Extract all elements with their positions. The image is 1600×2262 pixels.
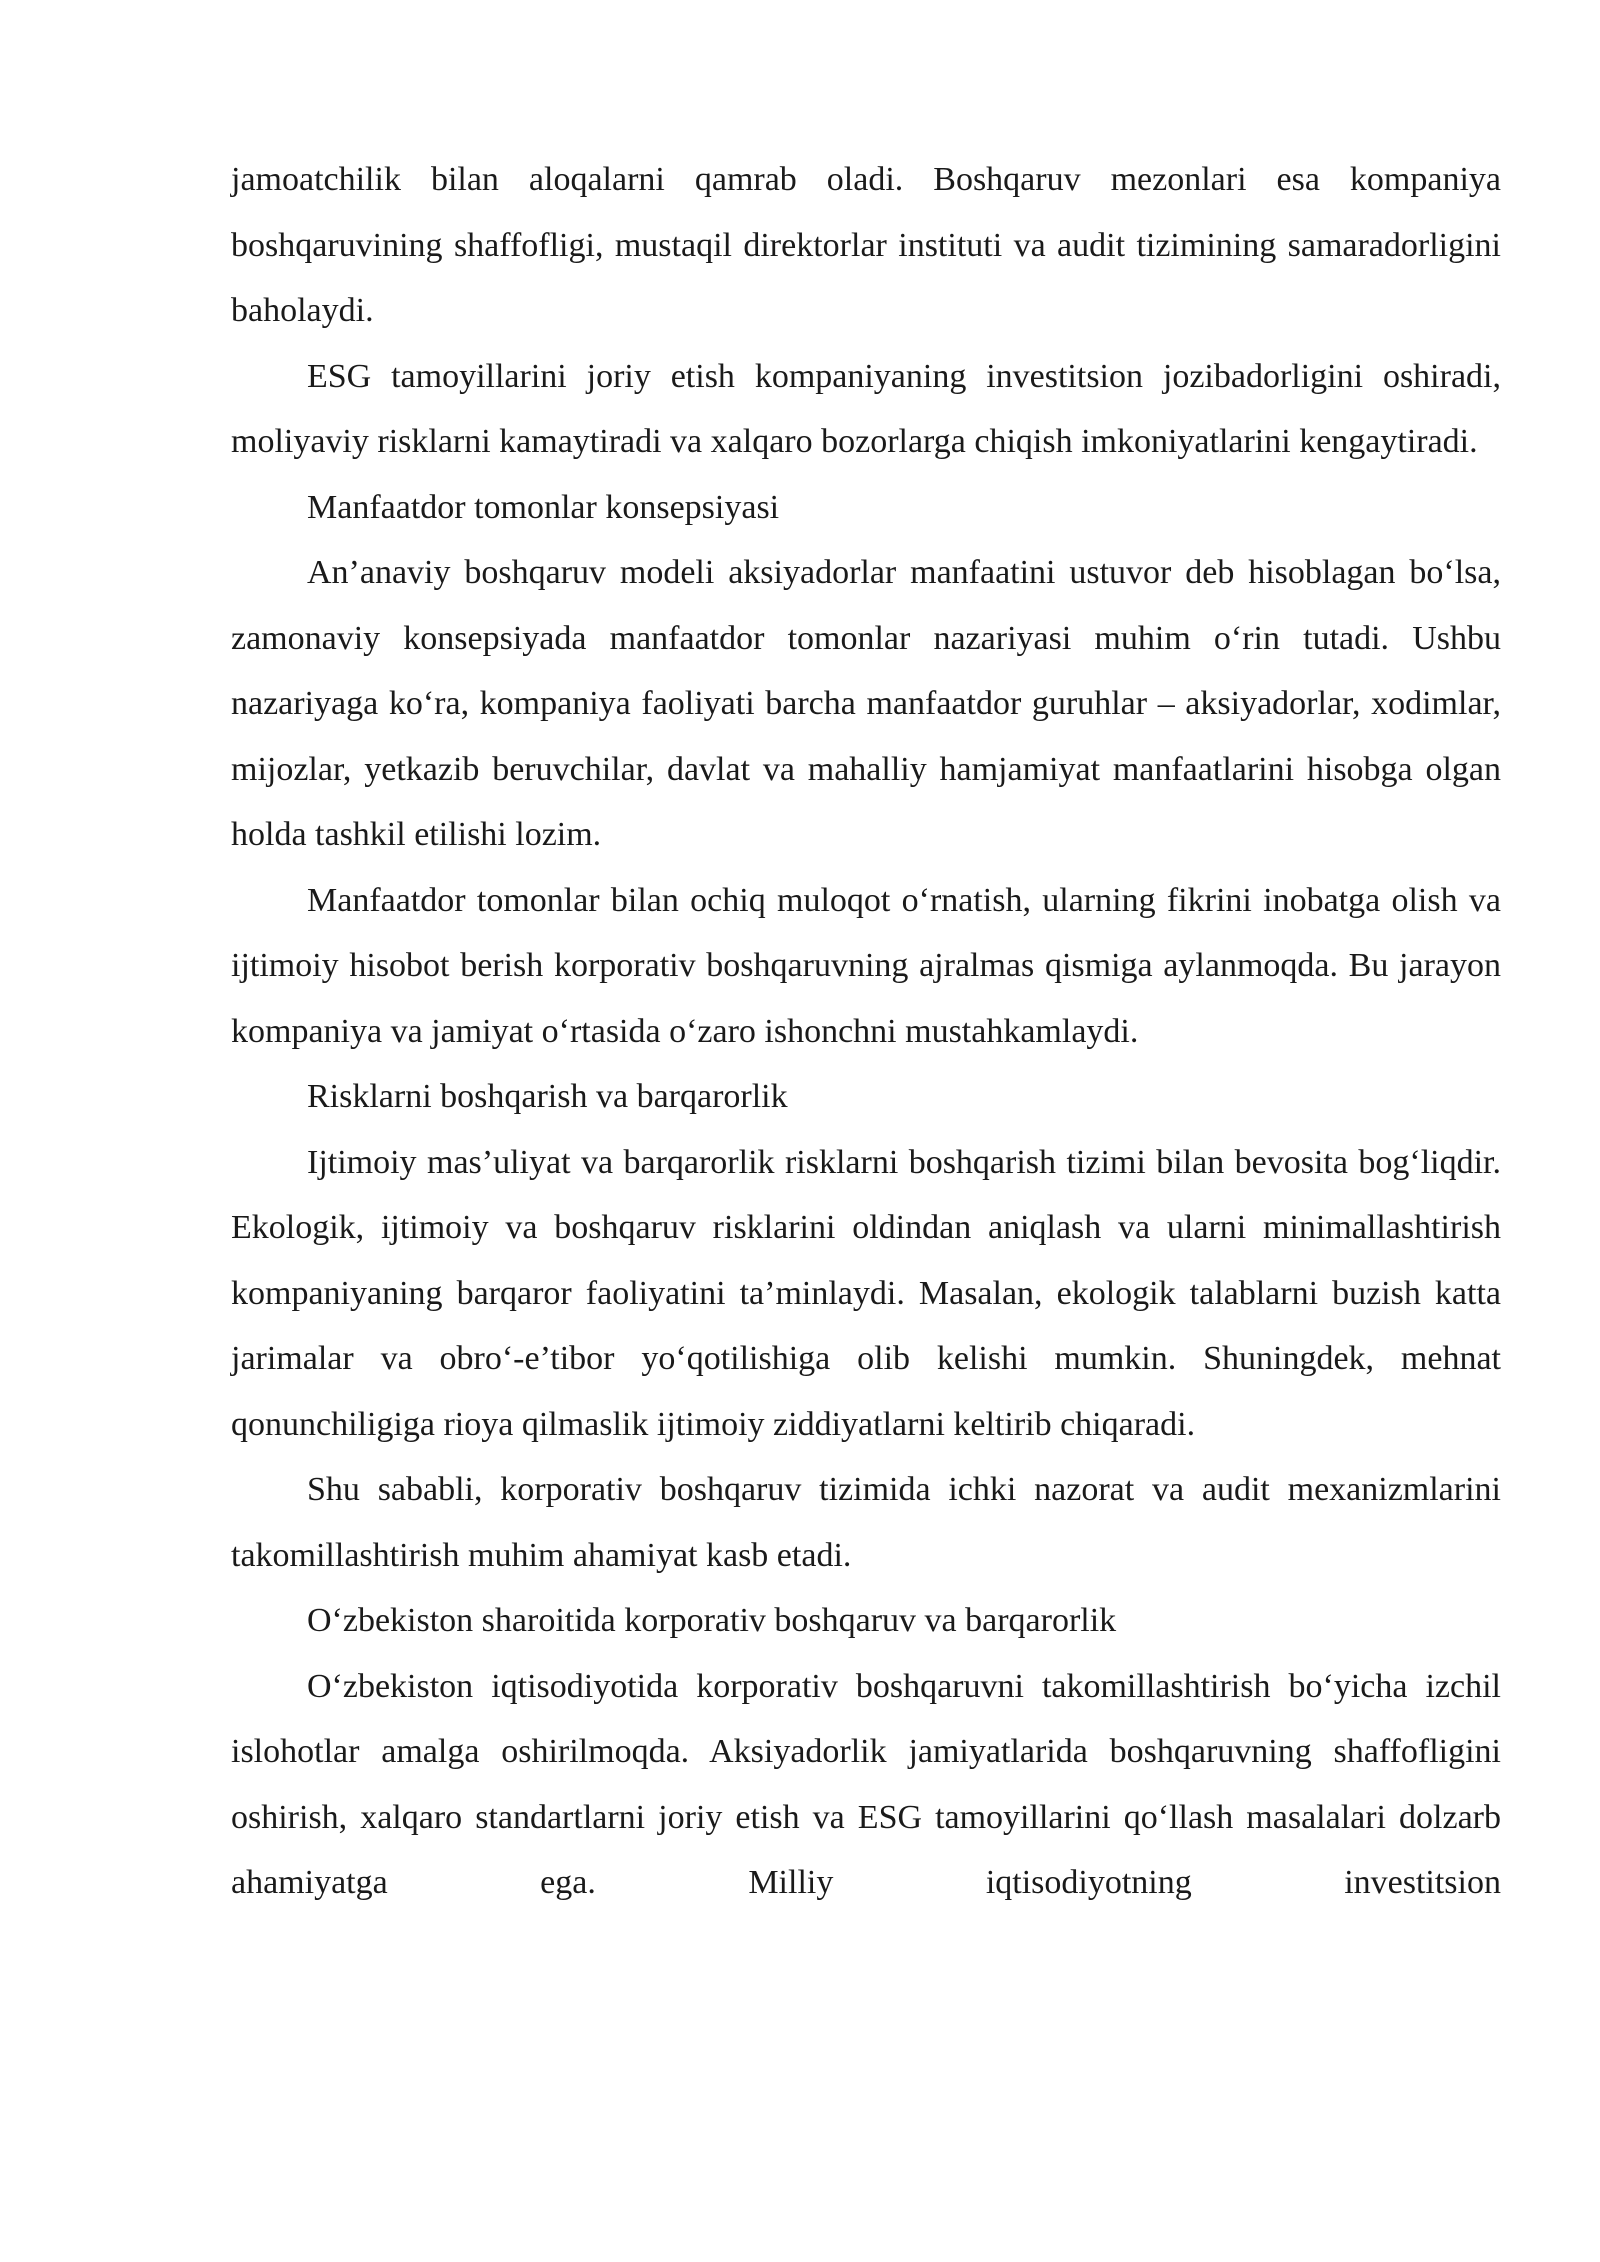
section-heading-stakeholders: Manfaatdor tomonlar konsepsiyasi: [307, 488, 780, 526]
paragraph-continuation: jamoatchilik bilan aloqalarni qamrab oladi. Boshqaruv mezonlari esa kompaniya boshqaruvining shaffofligi, mustaqil direktorlar instituti va audit tizimining samaradorligini baholaydi.: [231, 161, 1501, 329]
paragraph-stakeholder-theory: An’anaviy boshqaruv modeli aksiyadorlar manfaatini ustuvor deb hisoblagan bo‘lsa, zamonaviy konsepsiyada manfaatdor tomonlar nazariyasi muhim o‘rin tutadi. Ushbu nazariyaga ko‘ra, kompaniya faoliyati barcha manfaatdor guruhlar – aksiyadorlar, xodimlar, mijozlar, yetkazib beruvchilar, davlat va mahalliy hamjamiyat manfaatlarini hisobga olgan holda tashkil etilishi lozim.: [231, 554, 1501, 853]
section-heading-uzbekistan: O‘zbekiston sharoitida korporativ boshqaruv va barqarorlik: [307, 1602, 1117, 1639]
paragraph-risk-sustainability: Ijtimoiy mas’uliyat va barqarorlik risklarni boshqarish tizimi bilan bevosita bog‘liqdir. Ekologik, ijtimoiy va boshqaruv risklarini oldindan aniqlash va ularni minimallashtirish kompaniyaning barqaror faoliyatini ta’minlaydi. Masalan, ekologik talablarni buzish katta jarimalar va obro‘-e’tibor yo‘qotilishiga olib kelishi mumkin. Shuningdek, mehnat qonunchiligiga rioya qilmaslik ijtimoiy ziddiyatlarni keltirib chiqaradi.: [231, 1143, 1501, 1443]
paragraph-internal-control: Shu sababli, korporativ boshqaruv tizimida ichki nazorat va audit mexanizmlarini takomillashtirish muhim ahamiyat kasb etadi.: [231, 1471, 1501, 1574]
paragraph-uzbekistan-reforms: O‘zbekiston iqtisodiyotida korporativ boshqaruvni takomillashtirish bo‘yicha izchil islohotlar amalga oshirilmoqda. Aksiyadorlik jamiyatlarida boshqaruvning shaffofligini oshirish, xalqaro standartlarni joriy etish va ESG tamoyillarini qo‘llash masalalari dolzarb ahamiyatga ega. Milliy iqtisodiyotning investitsion: [231, 1667, 1501, 1901]
paragraph-stakeholder-dialogue: Manfaatdor tomonlar bilan ochiq muloqot o‘rnatish, ularning fikrini inobatga olish va ijtimoiy hisobot berish korporativ boshqaruvning ajralmas qismiga aylanmoqda. Bu jarayon kompaniya va jamiyat o‘rtasida o‘zaro ishonchni mustahkamlaydi.: [231, 881, 1501, 1050]
body-text: [231, 147, 1501, 1916]
section-heading-risk-management: Risklarni boshqarish va barqarorlik: [307, 1078, 788, 1115]
paragraph-esg-benefits: ESG tamoyillarini joriy etish kompaniyaning investitsion jozibadorligini oshiradi, moliyaviy risklarni kamaytiradi va xalqaro bozorlarga chiqish imkoniyatlarini kengaytiradi.: [231, 357, 1501, 460]
